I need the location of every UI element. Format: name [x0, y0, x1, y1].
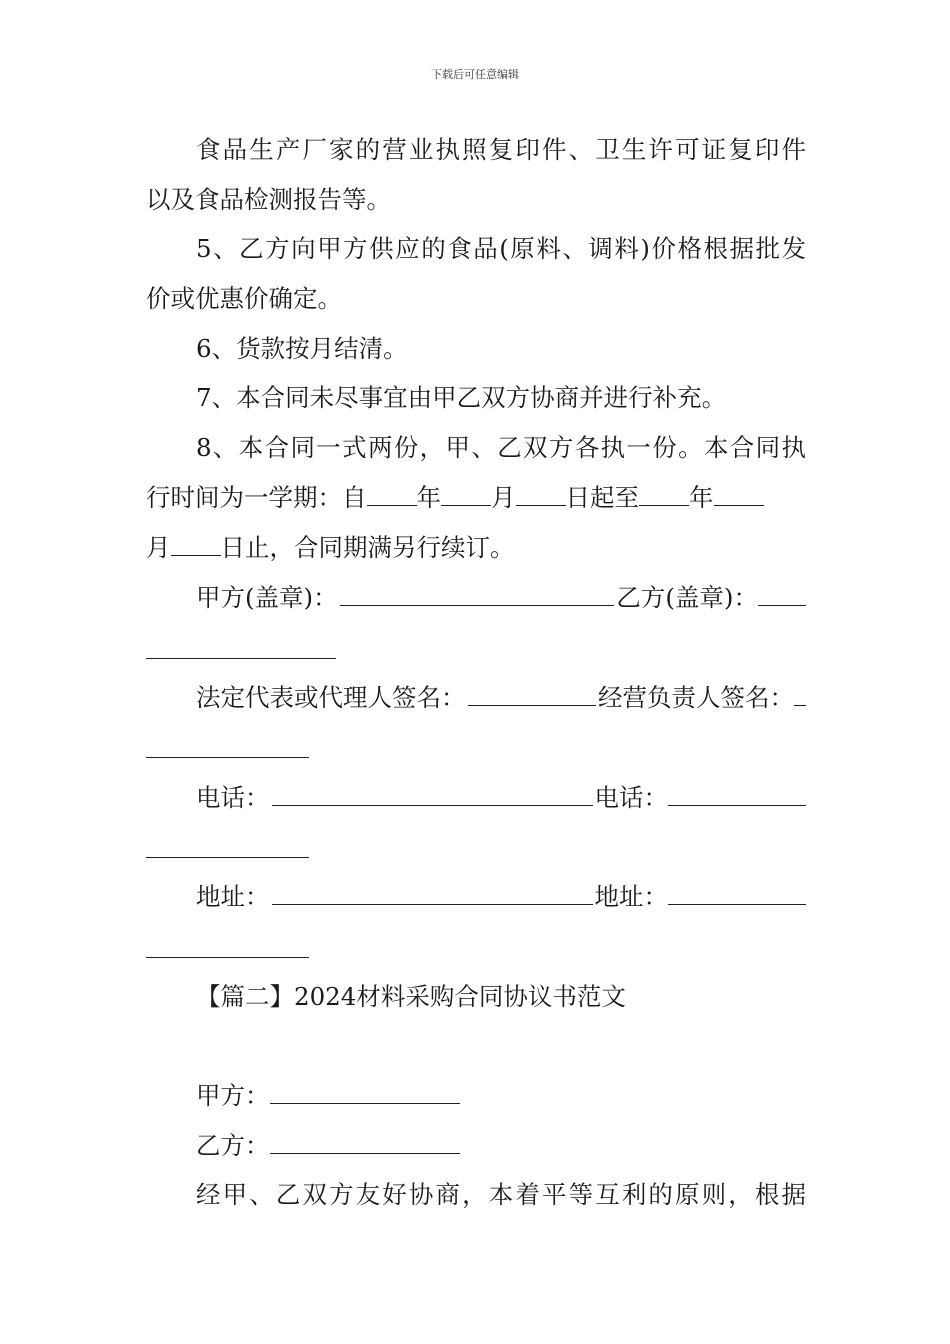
blank-year-end[interactable]: [639, 485, 689, 506]
paragraph-line: 价或优惠价确定。: [146, 284, 342, 313]
term-text: 月: [146, 533, 171, 562]
phone-b-blank[interactable]: [668, 785, 806, 806]
phone-b-blank-cont[interactable]: [146, 857, 309, 858]
paragraph-line: 食品生产厂家的营业执照复印件、卫生许可证复印件: [196, 135, 806, 164]
paragraph-line: 5、乙方向甲方供应的食品(原料、调料)价格根据批发: [196, 234, 806, 263]
party-b-blank[interactable]: [270, 1133, 460, 1154]
party-b-seal-blank-cont[interactable]: [146, 658, 336, 659]
blank-day-start[interactable]: [516, 485, 566, 506]
paragraph-line: 6、货款按月结清。: [196, 334, 408, 363]
party-b-seal-blank[interactable]: [758, 585, 806, 606]
address-b-label: 地址：: [594, 882, 668, 911]
paragraph-line: 7、本合同未尽事宜由甲乙双方协商并进行补充。: [196, 383, 727, 412]
party-a-seal-label: 甲方(盖章)：: [196, 583, 338, 612]
legal-rep-blank[interactable]: [468, 685, 597, 706]
phone-a-blank[interactable]: [272, 785, 593, 806]
address-b-blank[interactable]: [668, 884, 806, 905]
address-a-blank[interactable]: [272, 884, 593, 905]
term-text: 日止，合同期满另行续订。: [220, 533, 515, 562]
blank-day-end[interactable]: [171, 535, 221, 556]
manager-blank-cont[interactable]: [146, 757, 309, 758]
party-a-blank[interactable]: [270, 1083, 460, 1104]
term-line: [146, 483, 806, 513]
signature-line: [196, 683, 806, 713]
party-b-seal-label: 乙方(盖章)：: [616, 583, 758, 612]
term-text: 年: [689, 483, 714, 512]
seal-line: [196, 583, 806, 613]
term-text: 日起至: [565, 483, 639, 512]
term-text: 行时间为一学期：自: [146, 483, 367, 512]
legal-rep-label: 法定代表或代理人签名：: [196, 683, 466, 712]
party-b-label: 乙方：: [196, 1131, 270, 1160]
phone-b-label: 电话：: [594, 783, 668, 812]
page-header-note: 下载后可任意编辑: [431, 68, 519, 81]
party-b-line: [196, 1131, 806, 1161]
phone-line: [196, 783, 806, 813]
blank-month-end[interactable]: [714, 485, 764, 506]
manager-blank[interactable]: [794, 685, 806, 706]
paragraph-line: 8、本合同一式两份，甲、乙双方各执一份。本合同执: [196, 433, 806, 462]
party-a-seal-blank[interactable]: [340, 585, 615, 606]
paragraph-line: 以及食品检测报告等。: [146, 185, 391, 214]
term-line: [146, 533, 806, 563]
blank-year-start[interactable]: [367, 485, 417, 506]
term-text: 年: [416, 483, 441, 512]
address-b-blank-cont[interactable]: [146, 957, 309, 958]
party-a-label: 甲方：: [196, 1081, 270, 1110]
term-text: 月: [491, 483, 516, 512]
address-a-label: 地址：: [196, 882, 270, 911]
address-line: [196, 882, 806, 912]
party-a-line: [196, 1081, 806, 1111]
manager-label: 经营负责人签名：: [598, 683, 794, 712]
phone-a-label: 电话：: [196, 783, 270, 812]
section-heading: 【篇二】2024材料采购合同协议书范文: [196, 982, 626, 1011]
paragraph-line: 经甲、乙双方友好协商，本着平等互利的原则，根据: [196, 1180, 806, 1209]
blank-month-start[interactable]: [441, 485, 491, 506]
